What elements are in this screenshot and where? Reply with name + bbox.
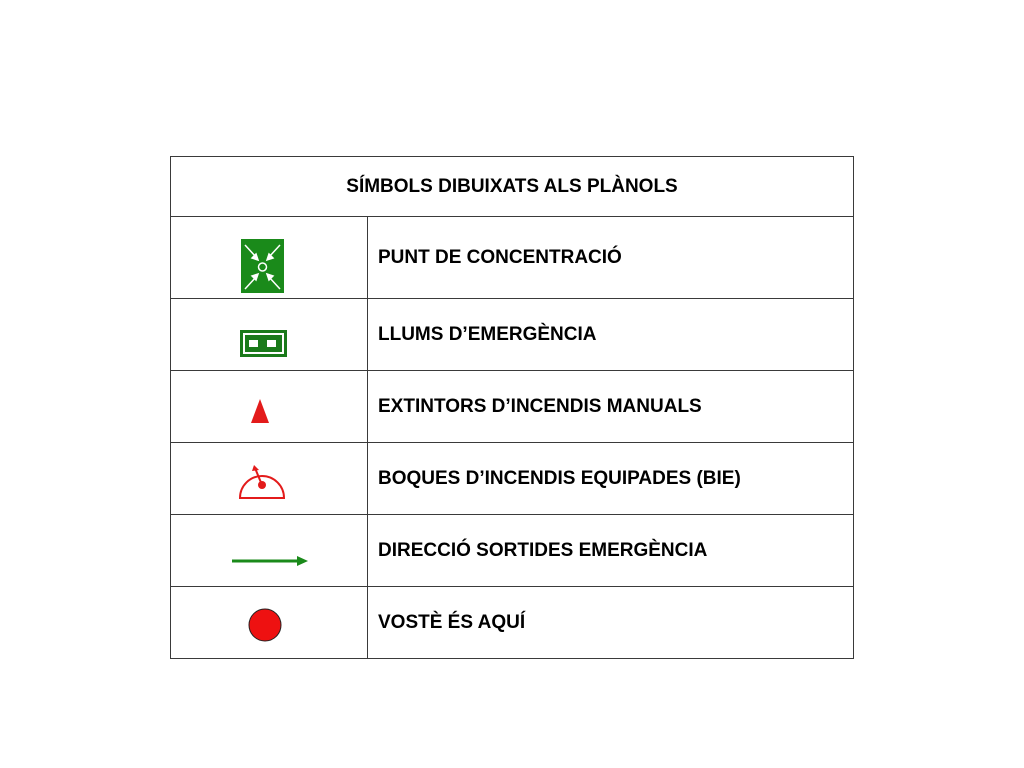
symbol-label: BOQUES D’INCENDIS EQUIPADES (BIE): [368, 443, 854, 515]
table-row: [171, 217, 854, 299]
fire-hose-icon: [171, 443, 367, 514]
table-header-row: [171, 157, 854, 217]
symbol-cell: [171, 371, 368, 443]
symbol-cell: [171, 217, 368, 299]
symbol-label: VOSTÈ ÉS AQUÍ: [368, 587, 854, 659]
table-title: SÍMBOLS DIBUIXATS ALS PLÀNOLS: [171, 157, 854, 217]
symbol-label: EXTINTORS D’INCENDIS MANUALS: [368, 371, 854, 443]
table-row: [171, 371, 854, 443]
table-row: [171, 515, 854, 587]
symbol-cell: [171, 299, 368, 371]
symbol-cell: [171, 515, 368, 587]
exit-direction-arrow-icon: [171, 515, 367, 586]
table-row: [171, 587, 854, 659]
symbol-label: DIRECCIÓ SORTIDES EMERGÈNCIA: [368, 515, 854, 587]
table-row: [171, 443, 854, 515]
symbol-label: PUNT DE CONCENTRACIÓ: [368, 217, 854, 299]
you-are-here-dot-icon: [171, 587, 367, 658]
symbol-cell: [171, 587, 368, 659]
emergency-light-icon: [171, 299, 367, 370]
fire-extinguisher-triangle-icon: [171, 371, 367, 442]
assembly-point-icon: [171, 217, 367, 298]
table-row: [171, 299, 854, 371]
symbol-cell: [171, 443, 368, 515]
symbol-label: LLUMS D’EMERGÈNCIA: [368, 299, 854, 371]
symbols-legend-table: [170, 156, 854, 659]
